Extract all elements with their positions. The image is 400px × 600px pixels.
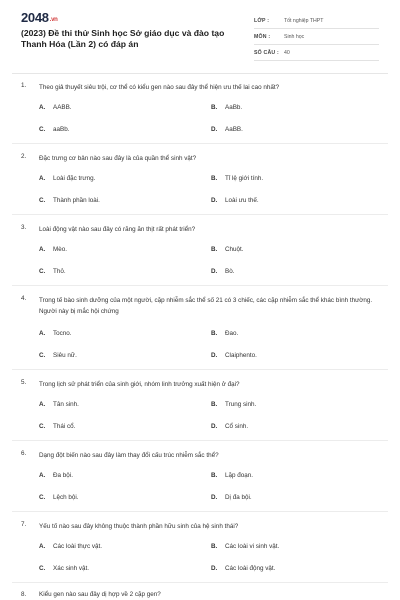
option-letter: D.: [211, 494, 218, 501]
question-text: Theo giả thuyết siêu trội, cơ thể có kiểu gen nào sau đây thể hiện ưu thế lai cao nhất?: [39, 84, 280, 91]
question-item: [12, 513, 388, 583]
question-item: [12, 371, 388, 441]
meta-subject: [254, 31, 379, 45]
option-b[interactable]: [211, 246, 244, 253]
option-text: aaBb.: [53, 126, 70, 133]
option-letter: C.: [39, 352, 46, 359]
question-number: 3.: [21, 224, 27, 231]
option-c[interactable]: [39, 352, 77, 359]
meta-question-count: [254, 47, 379, 61]
option-letter: C.: [39, 197, 46, 204]
option-b[interactable]: [211, 543, 279, 550]
question-number: 8.: [21, 591, 27, 598]
option-text: Lệch bội.: [53, 494, 79, 501]
option-a[interactable]: [39, 246, 67, 253]
question-number: 6.: [21, 450, 27, 457]
option-d[interactable]: [211, 565, 275, 572]
option-text: Đao.: [225, 330, 239, 337]
option-letter: D.: [211, 352, 218, 359]
option-letter: C.: [39, 423, 46, 430]
option-letter: A.: [39, 401, 46, 408]
option-text: Xác sinh vật.: [53, 565, 90, 572]
option-text: Dị đa bội.: [225, 494, 252, 501]
question-text: Kiểu gen nào sau đây dị hợp về 2 cặp gen?: [39, 591, 161, 598]
option-letter: A.: [39, 104, 46, 111]
option-text: Claiphento.: [225, 352, 257, 359]
option-letter: D.: [211, 565, 218, 572]
option-text: Tỉ lệ giới tính.: [225, 175, 264, 182]
option-letter: A.: [39, 246, 46, 253]
option-d[interactable]: [211, 423, 248, 430]
meta-label: MÔN :: [254, 34, 271, 40]
meta-value: Tốt nghiệp THPT: [284, 18, 324, 24]
option-letter: D.: [211, 423, 218, 430]
option-a[interactable]: [39, 175, 95, 182]
option-letter: A.: [39, 175, 46, 182]
question-item: [12, 74, 388, 144]
option-text: Chuột.: [225, 246, 244, 253]
option-letter: A.: [39, 330, 46, 337]
meta-label: SỐ CÂU :: [254, 50, 279, 56]
option-text: Các loài động vật.: [225, 565, 276, 572]
option-letter: C.: [39, 126, 46, 133]
option-d[interactable]: [211, 352, 257, 359]
option-c[interactable]: [39, 268, 66, 275]
option-text: Thành phần loài.: [53, 197, 100, 204]
option-text: Thái cổ.: [53, 423, 76, 430]
meta-value: 40: [284, 50, 290, 56]
document-header: [0, 0, 400, 74]
option-text: Trung sinh.: [225, 401, 257, 408]
option-letter: C.: [39, 268, 46, 275]
option-letter: D.: [211, 268, 218, 275]
option-text: Lặp đoạn.: [225, 472, 254, 479]
meta-label: LỚP :: [254, 18, 270, 24]
option-c[interactable]: [39, 565, 89, 572]
option-text: Các loài thực vật.: [53, 543, 103, 550]
site-logo[interactable]: [21, 10, 58, 25]
question-text: Đặc trưng cơ bản nào sau đây là của quần thể sinh vật?: [39, 155, 197, 162]
question-text: Trong lịch sử phát triển của sinh giới, nhóm linh trưởng xuất hiện ở đại?: [39, 381, 240, 388]
option-c[interactable]: [39, 197, 100, 204]
option-text: Bò.: [225, 268, 235, 275]
option-b[interactable]: [211, 104, 242, 111]
option-d[interactable]: [211, 197, 259, 204]
question-text: Loài động vật nào sau đây có răng ăn thịt rất phát triển?: [39, 226, 196, 233]
option-a[interactable]: [39, 472, 73, 479]
question-item: [12, 145, 388, 215]
option-text: Siêu nữ.: [53, 352, 77, 359]
option-text: AABB.: [53, 104, 72, 111]
option-letter: B.: [211, 401, 218, 408]
option-letter: D.: [211, 126, 218, 133]
option-letter: A.: [39, 543, 46, 550]
option-d[interactable]: [211, 268, 234, 275]
option-b[interactable]: [211, 330, 238, 337]
question-item-partial: [21, 591, 161, 598]
option-letter: B.: [211, 175, 218, 182]
option-letter: C.: [39, 565, 46, 572]
option-c[interactable]: [39, 423, 75, 430]
option-b[interactable]: [211, 472, 253, 479]
option-letter: A.: [39, 472, 46, 479]
option-a[interactable]: [39, 330, 72, 337]
question-number: 2.: [21, 153, 27, 160]
option-b[interactable]: [211, 175, 263, 182]
option-a[interactable]: [39, 543, 102, 550]
option-text: AaBb.: [225, 104, 243, 111]
option-letter: B.: [211, 246, 218, 253]
option-letter: B.: [211, 543, 218, 550]
option-text: Tân sinh.: [53, 401, 79, 408]
option-b[interactable]: [211, 401, 256, 408]
option-text: AaBB.: [225, 126, 243, 133]
question-text: Yếu tố nào sau đây không thuộc thành phần hữu sinh của hệ sinh thái?: [39, 523, 239, 530]
question-item: [12, 216, 388, 286]
meta-value: Sinh học: [284, 34, 305, 40]
option-text: Cổ sinh.: [225, 423, 249, 430]
question-number: 7.: [21, 521, 27, 528]
option-text: Loài đặc trưng.: [53, 175, 96, 182]
question-text: Trong tế bào sinh dưỡng của một người, cặp nhiễm sắc thể số 21 có 3 chiếc, các cặp nhiễm sắc thể khác bình thường. Người này bị mắc hội chứng: [39, 297, 373, 315]
option-text: Đa bội.: [53, 472, 73, 479]
option-c[interactable]: [39, 494, 79, 501]
option-c[interactable]: [39, 126, 69, 133]
option-letter: C.: [39, 494, 46, 501]
option-text: Loài ưu thế.: [225, 197, 259, 204]
question-item: [12, 287, 388, 370]
option-letter: B.: [211, 104, 218, 111]
option-d[interactable]: [211, 126, 243, 133]
option-a[interactable]: [39, 104, 72, 111]
question-number: 5.: [21, 379, 27, 386]
option-a[interactable]: [39, 401, 79, 408]
option-letter: D.: [211, 197, 218, 204]
logo-main: 2048: [21, 10, 49, 25]
question-text: Dạng đột biến nào sau đây làm thay đổi cấu trúc nhiễm sắc thể?: [39, 452, 219, 459]
option-text: Tocno.: [53, 330, 72, 337]
exam-title: (2023) Đề thi thử Sinh học Sở giáo dục và đào tạo Thanh Hóa (Lần 2) có đáp án: [21, 28, 225, 49]
question-number: 4.: [21, 295, 27, 302]
logo-suffix: .vn: [49, 17, 58, 23]
option-text: Thỏ.: [53, 268, 66, 275]
option-text: Mèo.: [53, 246, 67, 253]
meta-class: [254, 15, 379, 29]
option-d[interactable]: [211, 494, 252, 501]
question-number: 1.: [21, 82, 27, 89]
option-letter: B.: [211, 330, 218, 337]
option-text: Các loài vi sinh vật.: [225, 543, 280, 550]
option-letter: B.: [211, 472, 218, 479]
question-item: [12, 442, 388, 512]
